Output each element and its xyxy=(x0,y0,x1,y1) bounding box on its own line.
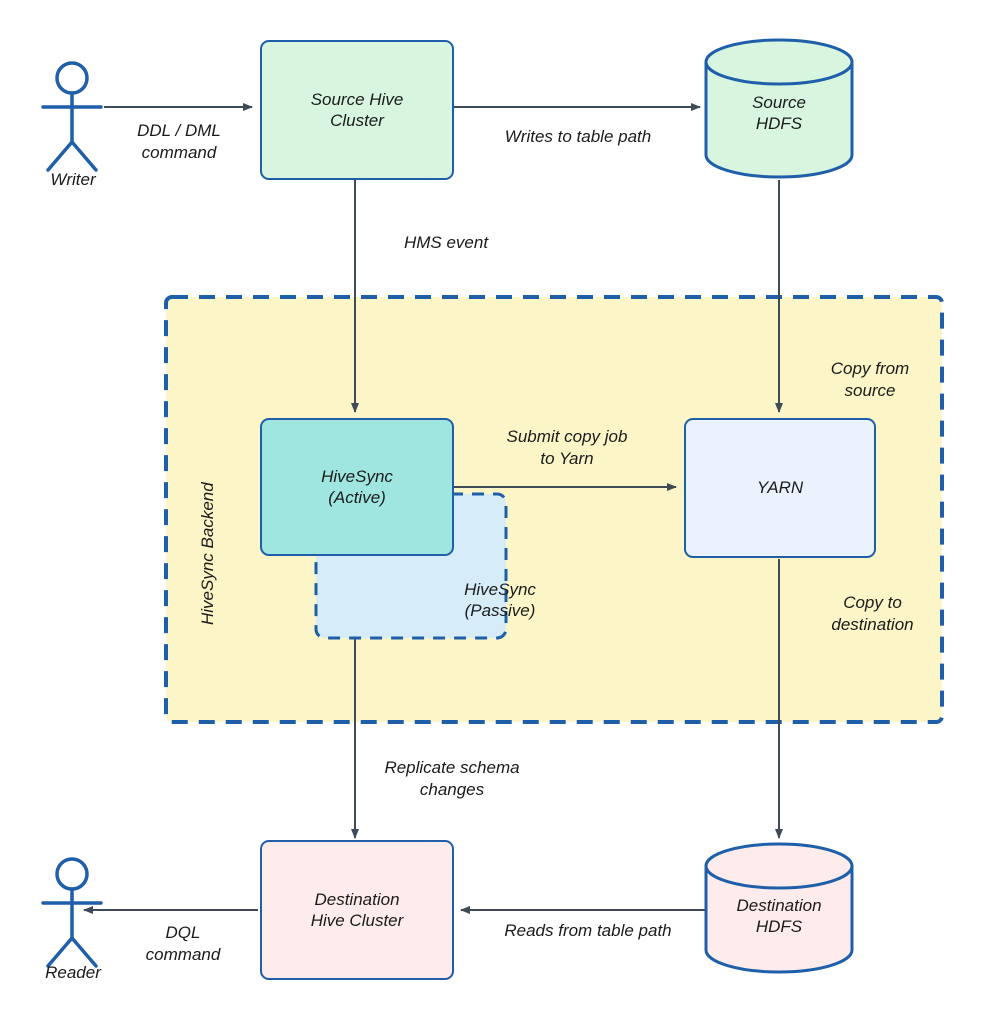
node-destination-hdfs-line2: HDFS xyxy=(755,917,803,937)
edge-label-source-hdfs-to-yarn xyxy=(790,358,950,402)
edge-label-yarn-to-destination-hdfs xyxy=(790,592,955,636)
edge-label-writer-line1: DDL / DML xyxy=(137,121,221,140)
edge-label-copy-to-line2: destination xyxy=(831,615,914,635)
edge-label-reads-line1: Reads from table path xyxy=(504,921,672,940)
node-destination-hive-cluster-line1: Destination xyxy=(314,889,400,909)
edge-label-submit-line1: Submit copy job xyxy=(506,427,628,446)
edge-label-copy-from-line1: Copy from xyxy=(830,359,910,378)
edge-label-source-hive-to-source-hdfs xyxy=(468,126,688,148)
node-hivesync-passive-line2: (Passive) xyxy=(464,601,536,620)
node-source-hdfs-line1: Source xyxy=(752,93,806,112)
edge-label-replicate-line2: changes xyxy=(419,780,485,800)
edge-label-hms-line1: HMS event xyxy=(403,233,489,252)
edge-label-dql-line2: command xyxy=(145,945,221,965)
node-hivesync-active-line2: (Active) xyxy=(328,488,386,507)
writer-actor-icon xyxy=(43,63,101,170)
node-source-hive-cluster[interactable] xyxy=(260,40,454,180)
node-yarn[interactable] xyxy=(684,418,876,558)
node-source-hive-cluster-line2: Cluster xyxy=(330,111,384,130)
edge-label-destination-hive-to-reader xyxy=(108,922,258,966)
node-destination-hdfs-label xyxy=(704,895,854,938)
edge-label-source-hive-to-hivesync xyxy=(366,232,526,254)
node-hivesync-passive-label[interactable] xyxy=(420,560,580,640)
edge-label-hivesync-to-destination-hive xyxy=(362,757,542,801)
node-destination-hive-cluster[interactable] xyxy=(260,840,454,980)
edge-label-copy-to-line1: Copy to xyxy=(843,593,902,612)
node-hivesync-passive-line1: HiveSync xyxy=(464,579,536,599)
node-source-hdfs-line2: HDFS xyxy=(755,114,803,134)
edge-label-writes-line1: Writes to table path xyxy=(504,127,652,146)
edge-label-writer-to-source-hive xyxy=(100,120,258,164)
writer-actor-label: Writer xyxy=(50,170,96,189)
edge-label-replicate-line1: Replicate schema xyxy=(384,758,520,777)
node-destination-hive-cluster-line2: Hive Cluster xyxy=(310,911,404,930)
node-source-hive-cluster-line1: Source Hive xyxy=(310,89,404,109)
edge-label-dql-line1: DQL xyxy=(165,923,201,942)
reader-actor-label: Reader xyxy=(45,963,101,982)
node-destination-hdfs-line1: Destination xyxy=(736,896,822,915)
node-source-hdfs-label xyxy=(704,92,854,135)
reader-actor-icon xyxy=(43,859,101,966)
node-yarn-line1: YARN xyxy=(756,478,804,498)
edge-label-copy-from-line2: source xyxy=(844,381,896,401)
edge-label-destination-hdfs-to-destination-hive xyxy=(478,920,698,942)
node-hivesync-active[interactable] xyxy=(260,418,454,556)
edge-label-writer-line2: command xyxy=(141,143,217,163)
edge-label-hivesync-to-yarn xyxy=(472,426,662,470)
edge-label-submit-line2: to Yarn xyxy=(540,449,594,469)
hivesync-backend-label: HiveSync Backend xyxy=(198,482,217,625)
node-hivesync-active-line1: HiveSync xyxy=(321,466,393,486)
